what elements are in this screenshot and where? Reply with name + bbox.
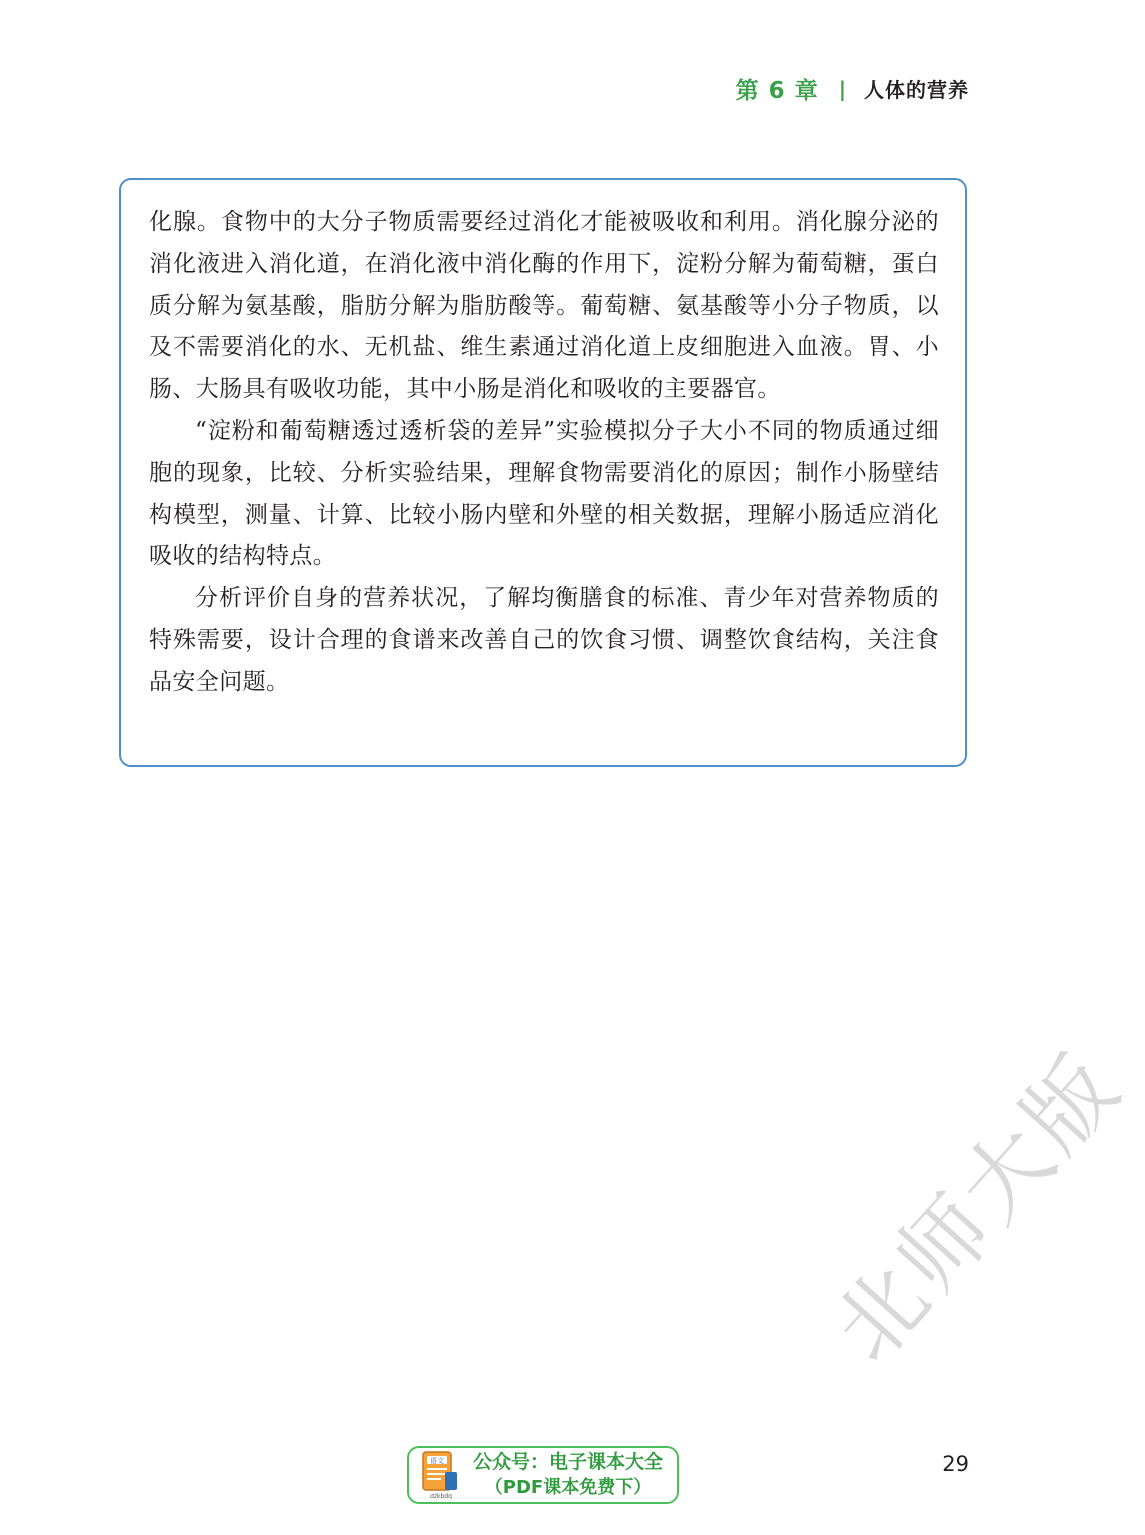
chapter-title: 人体的营养 xyxy=(864,78,969,102)
paragraph-3: 分析评价自身的营养状况，了解均衡膳食的标准、青少年对营养物质的特殊需要，设计合理的食谱来改善自己的饮食习惯、调整饮食结构，关注食品安全问题。 xyxy=(149,585,939,695)
chapter-number: 第 6 章 xyxy=(735,78,819,104)
banner-line-1: 公众号：电子课本大全 xyxy=(473,1451,664,1473)
promo-banner[interactable] xyxy=(407,1446,679,1504)
paragraph-2: “淀粉和葡萄糖透过透析袋的差异”实验模拟分子大小不同的物质通过细胞的现象，比较、分析实验结果，理解食物需要消化的原因；制作小肠壁结构模型，测量、计算、比较小肠内壁和外壁的相关数据，理解小肠适应消化吸收的结构特点。 xyxy=(149,417,939,570)
header-separator: | xyxy=(838,76,846,101)
banner-text xyxy=(473,1450,663,1500)
textbook-icon xyxy=(419,1450,463,1500)
textbook-icon-caption: dzkbdq xyxy=(430,1493,452,1500)
textbook-icon-label: 语文 xyxy=(430,1457,444,1465)
content-box xyxy=(119,178,967,767)
publisher-watermark: 北师大版 xyxy=(813,1032,1142,1381)
page-number: 29 xyxy=(942,1452,969,1476)
paragraph-1: 化腺。食物中的大分子物质需要经过消化才能被吸收和利用。消化腺分泌的消化液进入消化道，在消化液中消化酶的作用下，淀粉分解为葡萄糖，蛋白质分解为氨基酸，脂肪分解为脂肪酸等。葡萄糖、氨基酸等小分子物质，以及不需要消化的水、无机盐、维生素通过消化道上皮细胞进入血液。胃、小肠、大肠具有吸收功能，其中小肠是消化和吸收的主要器官。 xyxy=(149,209,939,403)
banner-line-2: （PDF课本免费下） xyxy=(484,1477,652,1498)
running-header xyxy=(736,72,969,105)
